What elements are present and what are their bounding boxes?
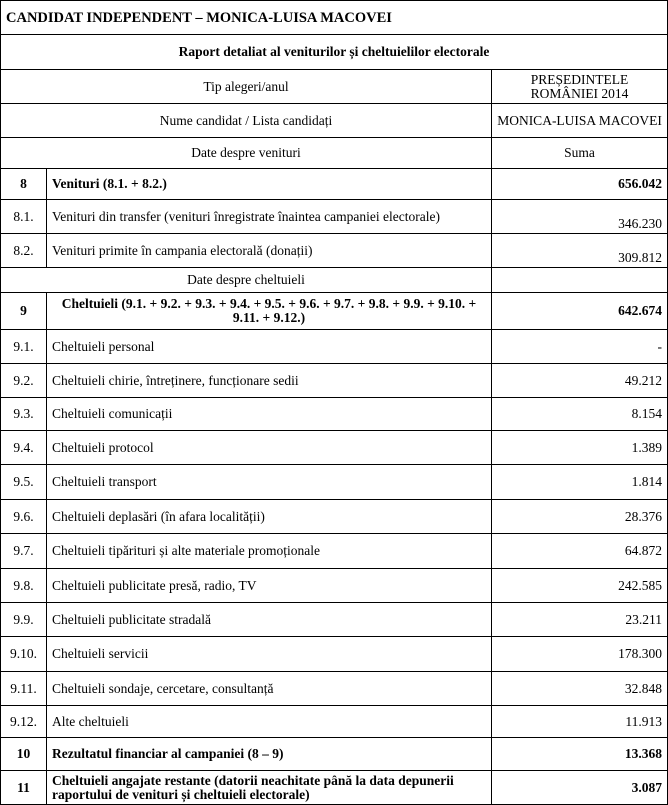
election-type-label: Tip alegeri/anul: [1, 70, 492, 104]
row-number: 9.9.: [1, 603, 47, 637]
election-type-value: PREȘEDINTELE ROMÂNIEI 2014: [492, 70, 668, 104]
row-label: Rezultatul financiar al campaniei (8 – 9): [47, 738, 492, 771]
result-row: [1, 738, 668, 771]
row-label: Cheltuieli transport: [47, 465, 492, 500]
row-amount: 49.212: [492, 364, 668, 398]
row-number: 9.10.: [1, 637, 47, 672]
candidate-label: Nume candidat / Lista candidați: [1, 104, 492, 138]
row-number: 11: [1, 771, 47, 805]
row-label: Cheltuieli (9.1. + 9.2. + 9.3. + 9.4. + 9.5. + 9.6. + 9.7. + 9.8. + 9.9. + 9.10. + 9.11. + 9.12.): [47, 293, 492, 330]
row-label: Cheltuieli angajate restante (datorii neachitate până la data depunerii raportului de venituri și cheltuieli electorale): [47, 771, 492, 805]
row-label: Cheltuieli tipărituri și alte materiale promoționale: [47, 534, 492, 569]
row-number: 9.5.: [1, 465, 47, 500]
row-number: 9.1.: [1, 330, 47, 364]
row-label: Cheltuieli sondaje, cercetare, consultanță: [47, 672, 492, 706]
candidate-value: MONICA-LUISA MACOVEI: [492, 104, 668, 138]
row-label: Cheltuieli personal: [47, 330, 492, 364]
expense-item-row: [1, 398, 668, 431]
row-amount: 178.300: [492, 637, 668, 672]
row-amount: -: [492, 330, 668, 364]
expense-item-row: [1, 603, 668, 637]
document-title: CANDIDAT INDEPENDENT – MONICA-LUISA MACOVEI: [1, 1, 668, 35]
expenses-total-row: [1, 293, 668, 330]
expense-item-row: [1, 431, 668, 465]
row-number: 9.12.: [1, 706, 47, 738]
row-label: Cheltuieli comunicații: [47, 398, 492, 431]
row-label: Cheltuieli chirie, întreținere, funcționare sedii: [47, 364, 492, 398]
report-subtitle: Raport detaliat al veniturilor și cheltuielilor electorale: [1, 35, 668, 70]
empty-cell: [492, 268, 668, 293]
row-amount: 309.812: [492, 234, 668, 268]
row-amount: 64.872: [492, 534, 668, 569]
row-amount: 32.848: [492, 672, 668, 706]
row-number: 9.4.: [1, 431, 47, 465]
expense-item-row: [1, 465, 668, 500]
row-amount: 242.585: [492, 569, 668, 603]
expense-item-row: [1, 672, 668, 706]
row-label: Cheltuieli publicitate presă, radio, TV: [47, 569, 492, 603]
row-label: Venituri din transfer (venituri înregistrate înaintea campaniei electorale): [47, 200, 492, 234]
row-number: 9.11.: [1, 672, 47, 706]
row-amount: 3.087: [492, 771, 668, 805]
row-amount: 1.389: [492, 431, 668, 465]
row-amount: 13.368: [492, 738, 668, 771]
row-number: 9: [1, 293, 47, 330]
row-number: 9.3.: [1, 398, 47, 431]
row-amount: 656.042: [492, 169, 668, 200]
row-number: 9.2.: [1, 364, 47, 398]
expenses-section-label: Date despre cheltuieli: [1, 268, 492, 293]
title-row: [1, 1, 668, 35]
row-label: Venituri (8.1. + 8.2.): [47, 169, 492, 200]
row-amount: 11.913: [492, 706, 668, 738]
expense-item-row: [1, 706, 668, 738]
row-number: 9.7.: [1, 534, 47, 569]
row-number: 10: [1, 738, 47, 771]
expenses-header-row: [1, 268, 668, 293]
row-label: Cheltuieli servicii: [47, 637, 492, 672]
expense-item-row: [1, 500, 668, 534]
income-section-label: Date despre venituri: [1, 138, 492, 169]
row-label: Cheltuieli deplasări (în afara localității): [47, 500, 492, 534]
row-number: 9.8.: [1, 569, 47, 603]
candidate-row: [1, 104, 668, 138]
income-header-row: [1, 138, 668, 169]
row-number: 9.6.: [1, 500, 47, 534]
income-item-row: [1, 234, 668, 268]
income-item-row: [1, 200, 668, 234]
row-amount: 28.376: [492, 500, 668, 534]
expense-item-row: [1, 330, 668, 364]
row-amount: 23.211: [492, 603, 668, 637]
row-number: 8.1.: [1, 200, 47, 234]
amount-column-label: Suma: [492, 138, 668, 169]
row-label: Alte cheltuieli: [47, 706, 492, 738]
election-type-row: [1, 70, 668, 104]
row-number: 8: [1, 169, 47, 200]
expense-item-row: [1, 534, 668, 569]
outstanding-row: [1, 771, 668, 805]
subtitle-row: [1, 35, 668, 70]
income-total-row: [1, 169, 668, 200]
row-number: 8.2.: [1, 234, 47, 268]
expense-item-row: [1, 637, 668, 672]
row-label: Cheltuieli publicitate stradală: [47, 603, 492, 637]
row-label: Cheltuieli protocol: [47, 431, 492, 465]
expense-item-row: [1, 569, 668, 603]
row-amount: 642.674: [492, 293, 668, 330]
row-label: Venituri primite în campania electorală (donații): [47, 234, 492, 268]
row-amount: 8.154: [492, 398, 668, 431]
row-amount: 1.814: [492, 465, 668, 500]
expense-item-row: [1, 364, 668, 398]
row-amount: 346.230: [492, 200, 668, 234]
